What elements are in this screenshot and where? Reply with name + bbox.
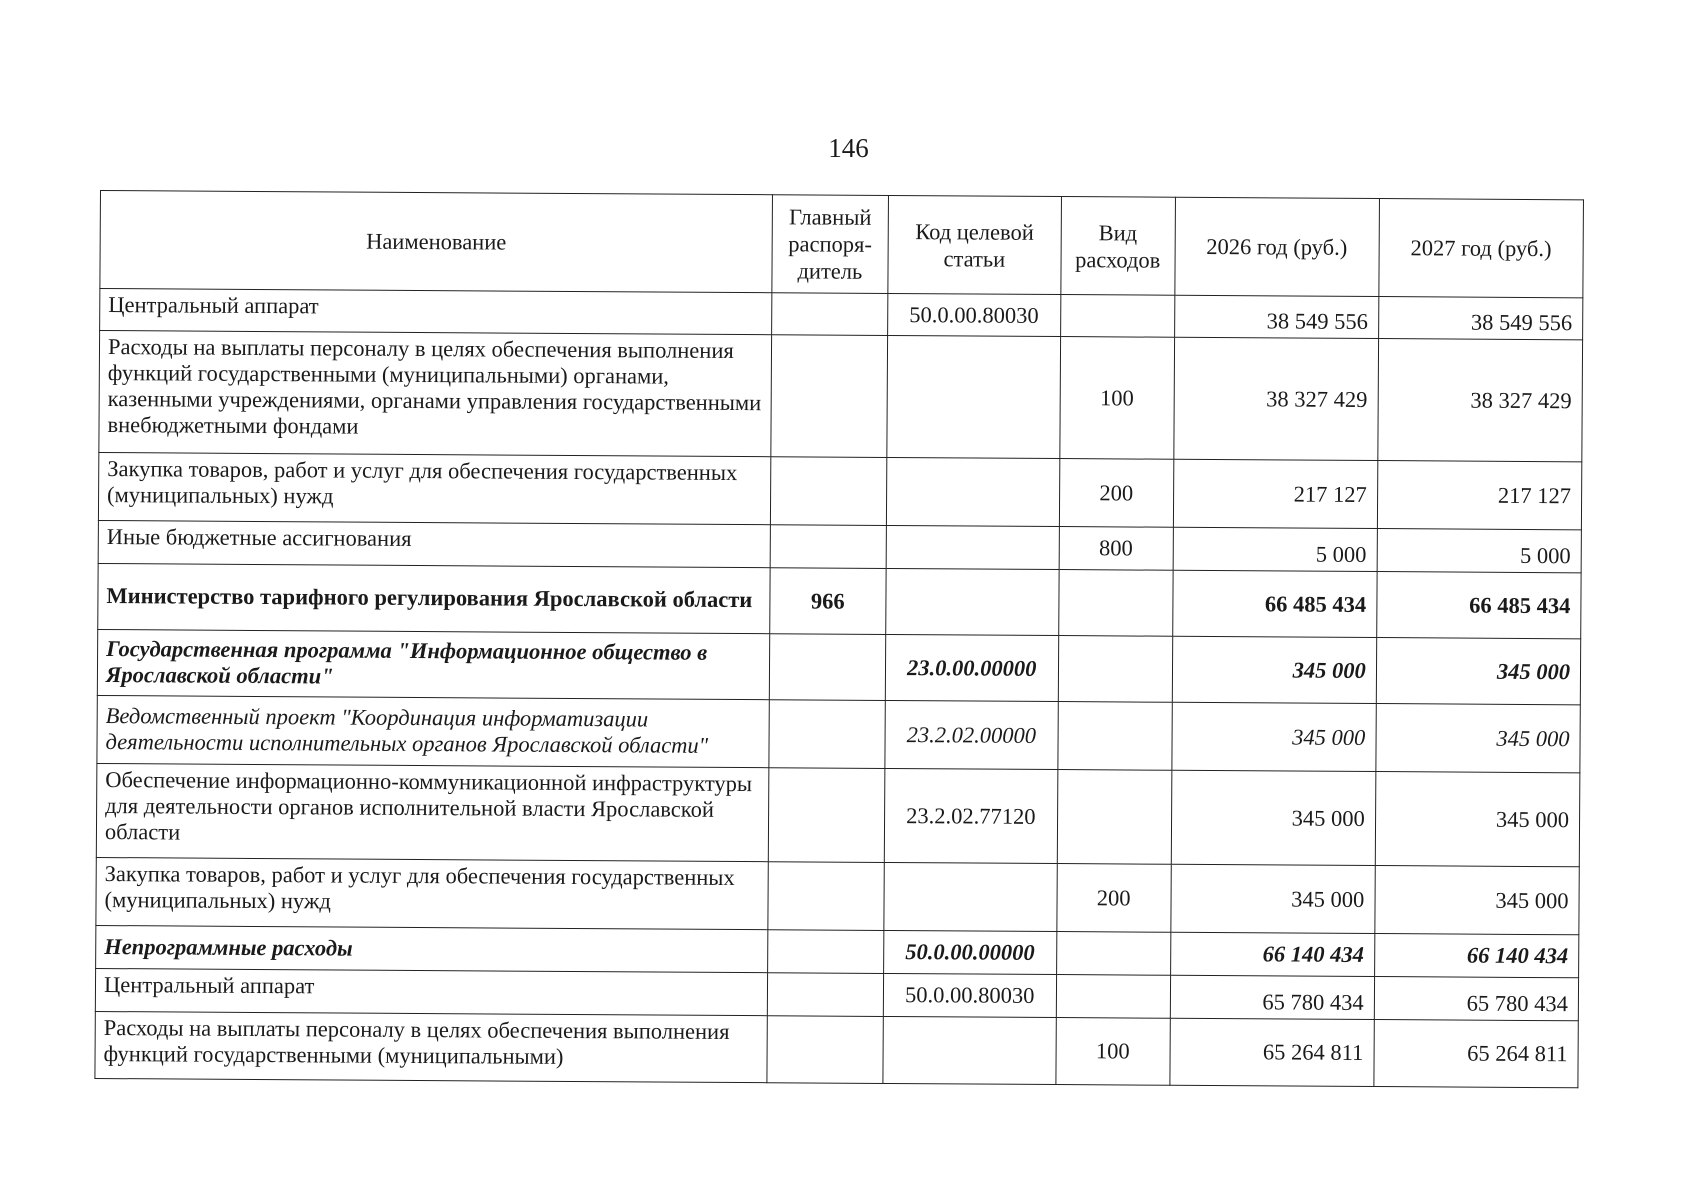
cell-main-manager [770, 457, 886, 526]
cell-target-code: 23.2.02.00000 [885, 700, 1058, 769]
cell-year-2026: 345 000 [1172, 636, 1377, 703]
cell-year-2027: 345 000 [1376, 704, 1581, 773]
cell-expense-type: 200 [1057, 864, 1171, 933]
cell-target-code [886, 525, 1059, 569]
cell-year-2026: 66 485 434 [1172, 570, 1377, 637]
cell-year-2026: 345 000 [1170, 864, 1375, 933]
cell-name: Непрограммные расходы [96, 925, 768, 972]
cell-year-2027: 345 000 [1375, 866, 1580, 935]
cell-target-code: 23.0.00.00000 [885, 634, 1058, 701]
table-row [98, 452, 1581, 529]
header-main-manager: Главный распоря-дитель [772, 195, 888, 294]
cell-year-2026: 65 780 434 [1170, 975, 1375, 1019]
table-row [96, 763, 1580, 866]
cell-year-2026: 345 000 [1171, 770, 1376, 865]
cell-name: Государственная программа "Информационное общество в Ярославской области" [97, 629, 769, 699]
cell-year-2027: 66 140 434 [1374, 934, 1579, 978]
cell-year-2027: 5 000 [1377, 529, 1582, 573]
cell-name: Министерство тарифного регулирования Ярославской области [98, 563, 770, 633]
cell-main-manager [768, 930, 884, 974]
page-number: 146 [828, 133, 869, 163]
cell-name: Центральный аппарат [95, 968, 767, 1015]
cell-target-code [887, 335, 1061, 458]
cell-target-code: 50.0.00.80030 [883, 973, 1056, 1017]
table-row [96, 857, 1579, 934]
cell-target-code [886, 457, 1059, 526]
cell-expense-type: 200 [1059, 459, 1173, 528]
cell-year-2027: 65 780 434 [1374, 977, 1579, 1021]
cell-main-manager [769, 634, 885, 701]
cell-expense-type [1056, 932, 1170, 976]
cell-main-manager [768, 862, 884, 931]
cell-main-manager [769, 700, 885, 769]
cell-expense-type [1059, 570, 1173, 637]
cell-name: Ведомственный проект "Координация информатизации деятельности исполнительных органов Ярославской области" [97, 695, 769, 767]
table-header-row [100, 191, 1584, 298]
cell-main-manager [771, 335, 887, 458]
cell-expense-type [1057, 770, 1171, 865]
cell-main-manager [772, 293, 888, 336]
table-body [95, 289, 1583, 1088]
cell-year-2026: 5 000 [1173, 527, 1378, 571]
cell-target-code: 50.0.00.80030 [887, 293, 1060, 336]
cell-expense-type: 100 [1060, 337, 1174, 460]
table-row [97, 695, 1580, 772]
cell-year-2027: 217 127 [1377, 461, 1582, 530]
cell-main-manager [768, 768, 884, 863]
cell-expense-type [1056, 975, 1170, 1019]
table-row [99, 331, 1583, 462]
cell-target-code [885, 568, 1058, 635]
table-row [98, 563, 1581, 638]
cell-main-manager [770, 525, 886, 569]
cell-expense-type [1058, 702, 1172, 771]
cell-year-2027: 66 485 434 [1376, 572, 1581, 639]
cell-year-2027: 65 264 811 [1374, 1020, 1579, 1088]
table-row [97, 629, 1580, 704]
cell-main-manager [767, 1016, 883, 1084]
cell-expense-type: 100 [1056, 1018, 1170, 1086]
budget-table [94, 190, 1584, 1088]
cell-year-2027: 38 549 556 [1378, 297, 1583, 340]
cell-target-code: 50.0.00.00000 [883, 930, 1056, 974]
header-year-2026: 2026 год (руб.) [1174, 197, 1379, 296]
cell-name: Закупка товаров, работ и услуг для обеспечения государственных (муниципальных) нужд [98, 452, 770, 524]
cell-year-2027: 345 000 [1376, 638, 1581, 705]
table-row [95, 1011, 1578, 1087]
cell-target-code: 23.2.02.77120 [884, 768, 1058, 863]
cell-year-2026: 65 264 811 [1169, 1018, 1374, 1086]
cell-name: Иные бюджетные ассигнования [98, 520, 770, 567]
cell-main-manager [767, 973, 883, 1017]
cell-target-code [883, 1016, 1056, 1084]
cell-name: Расходы на выплаты персоналу в целях обеспечения выполнения функций государственными (муниципальными) [95, 1011, 767, 1082]
header-target-code: Код целевой статьи [888, 195, 1062, 294]
cell-year-2026: 38 327 429 [1173, 337, 1378, 460]
cell-target-code [884, 862, 1057, 931]
header-year-2027: 2027 год (руб.) [1379, 199, 1584, 298]
header-name: Наименование [100, 191, 773, 293]
cell-year-2026: 38 549 556 [1174, 295, 1378, 338]
cell-expense-type: 800 [1059, 527, 1173, 571]
cell-expense-type [1058, 636, 1172, 703]
cell-name: Расходы на выплаты персоналу в целях обеспечения выполнения функций государственными (муниципальными) органами, казенными учреждениями, органами управления государственными внебюджетными фондами [99, 331, 772, 457]
cell-name: Обеспечение информационно-коммуникационной инфраструктуры для деятельности органов исполнительной власти Ярославской области [96, 763, 769, 861]
cell-year-2027: 38 327 429 [1378, 339, 1583, 462]
cell-expense-type [1060, 295, 1174, 338]
cell-name: Центральный аппарат [100, 289, 772, 335]
header-expense-type: Вид расходов [1061, 197, 1175, 296]
cell-main-manager: 966 [770, 568, 886, 635]
cell-name: Закупка товаров, работ и услуг для обеспечения государственных (муниципальных) нужд [96, 857, 768, 929]
cell-year-2026: 345 000 [1171, 702, 1376, 771]
cell-year-2026: 217 127 [1173, 459, 1378, 528]
cell-year-2027: 345 000 [1375, 772, 1580, 867]
cell-year-2026: 66 140 434 [1170, 932, 1375, 976]
